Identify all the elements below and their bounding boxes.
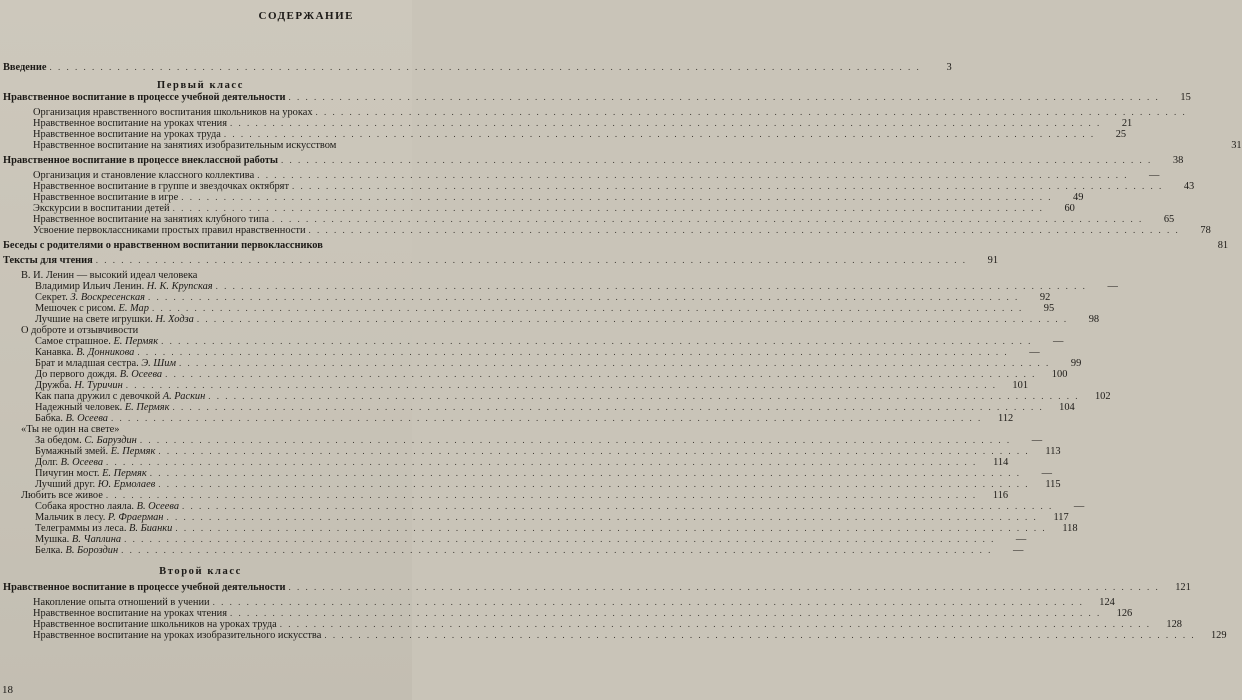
toc-entry-text: Собака яростно лаяла. <box>35 501 135 512</box>
toc-entry <box>3 446 1061 457</box>
dot-leader <box>230 608 1101 618</box>
toc-entry <box>3 424 398 435</box>
toc-page-number: 92 <box>1039 292 1051 303</box>
toc-entry-author: В. Осеева <box>136 501 180 512</box>
toc-entry-title <box>3 63 46 73</box>
toc-entry-title <box>33 108 313 118</box>
toc-page-number: — <box>1073 501 1085 512</box>
toc-entry <box>3 630 1227 641</box>
toc-entry-author: С. Баруздин <box>84 435 137 446</box>
toc-entry <box>3 435 1043 446</box>
toc-entry-title <box>33 620 277 630</box>
toc-page-number: 31 <box>1231 140 1242 151</box>
toc-page-number: 15 <box>1180 92 1191 103</box>
toc-page-number: 65 <box>1163 214 1175 225</box>
toc-entry-title <box>33 119 227 129</box>
toc-page-number: 129 <box>1210 630 1227 641</box>
toc-page-number: 124 <box>1099 597 1115 608</box>
toc-entry-text: Канавка. <box>35 347 74 358</box>
toc-entry <box>3 490 1009 501</box>
dot-leader <box>292 181 1163 191</box>
toc-entry-author: В. Осеева <box>119 369 163 380</box>
toc-entry <box>3 292 1051 303</box>
toc-page-number: 101 <box>1012 380 1029 391</box>
toc-entry-title <box>35 403 170 413</box>
toc-entry <box>3 545 1024 556</box>
toc-page-number: — <box>1107 281 1118 292</box>
dot-leader <box>208 391 1079 401</box>
toc-page-number: — <box>1052 336 1064 347</box>
toc-entry <box>3 214 1175 225</box>
toc-entry-title <box>35 282 213 292</box>
toc-entry-text: Белка. <box>35 545 63 556</box>
toc-entry-text: Накопление опыта отношений в учении <box>33 597 210 608</box>
dot-leader <box>148 292 1019 302</box>
toc-entry-text: В. И. Ленин — высокий идеал человека <box>21 270 198 281</box>
toc-entry-author: Е. Пермяк <box>113 336 159 347</box>
toc-entry-title <box>3 93 286 103</box>
toc-page-number: — <box>1149 170 1160 181</box>
toc-entry <box>3 501 1085 512</box>
toc-entry <box>3 281 1118 292</box>
toc-entry-author: В. Бианки <box>129 523 173 534</box>
toc-entry <box>3 457 1009 468</box>
toc-entry-text: Экскурсии в воспитании детей <box>33 203 170 214</box>
toc-entry-author: Н. К. Крупская <box>146 281 213 292</box>
toc-entry-title <box>35 348 134 358</box>
toc-page-number: 112 <box>998 413 1014 424</box>
toc-entry-author: В. Донникова <box>76 347 135 358</box>
dot-leader <box>213 597 1084 607</box>
toc-entry-title <box>33 141 336 151</box>
toc-entry-author: В. Осеева <box>65 413 108 424</box>
dot-leader <box>316 107 1187 117</box>
toc-entry-text: До первого дождя. <box>35 369 118 380</box>
toc-entry-title <box>35 469 147 479</box>
toc-entry <box>3 118 1133 129</box>
toc-page-number: 126 <box>1116 608 1133 619</box>
toc-entry <box>3 140 1242 151</box>
toc-entry <box>3 369 1068 380</box>
toc-page-number: 38 <box>1172 155 1184 166</box>
toc-entry-title <box>21 326 138 336</box>
toc-entry-title <box>21 425 119 435</box>
dot-leader <box>289 582 1160 592</box>
toc-chapter-entry <box>3 255 999 266</box>
toc-entry-title <box>35 304 149 314</box>
toc-entry-text: Долг. <box>35 457 59 468</box>
toc-page-number: 21 <box>1121 118 1133 129</box>
toc-page-number: 98 <box>1088 314 1100 325</box>
toc-entry <box>3 402 1075 413</box>
toc-page-number: 81 <box>1217 240 1229 251</box>
toc-entry-text: Нравственное воспитание в процессе внеклассной работы <box>3 155 279 166</box>
toc-entry-title <box>3 256 93 266</box>
toc-entry-text: Нравственное воспитание на уроках труда <box>33 129 221 140</box>
toc-entry-title <box>35 370 162 380</box>
toc-entry-title <box>35 392 205 402</box>
dot-leader <box>124 534 995 544</box>
toc-entry <box>3 413 1014 424</box>
toc-entry <box>3 468 1052 479</box>
toc-entry <box>3 325 398 336</box>
toc-page-number: 115 <box>1045 479 1061 490</box>
dot-leader <box>309 225 1180 235</box>
toc-entry-title <box>33 215 269 225</box>
toc-entry-text: Нравственное воспитание на уроках чтения <box>33 118 227 129</box>
toc-entry-text: О доброте и отзывчивости <box>21 325 139 336</box>
table-of-contents <box>3 58 1242 641</box>
toc-entry-title <box>35 447 155 457</box>
dot-leader <box>173 203 1044 213</box>
toc-page-number: 95 <box>1043 303 1055 314</box>
toc-page-number: 78 <box>1200 225 1211 236</box>
dot-leader <box>166 512 1037 522</box>
toc-page-number: 113 <box>1045 446 1061 457</box>
toc-entry <box>3 391 1111 402</box>
toc-entry-text: «Ты не один на свете» <box>21 424 120 435</box>
toc-page-number: 118 <box>1062 523 1078 534</box>
toc-entry <box>3 479 1061 490</box>
toc-entry <box>3 107 398 118</box>
toc-entry-text: Владимир Ильич Ленин. <box>35 281 145 292</box>
dot-leader <box>150 468 1021 478</box>
toc-entry <box>3 129 1127 140</box>
toc-page-number: 114 <box>993 457 1009 468</box>
dot-leader <box>289 92 1160 102</box>
dot-leader <box>126 380 997 390</box>
dot-leader <box>106 490 977 500</box>
toc-page-number: 49 <box>1073 192 1084 203</box>
toc-entry-text: Тексты для чтения <box>3 255 93 266</box>
dot-leader <box>173 402 1044 412</box>
dot-leader <box>324 630 1195 640</box>
toc-entry-author: З. Воскресенская <box>70 292 146 303</box>
toc-entry-title <box>35 524 172 534</box>
toc-entry <box>3 347 1040 358</box>
toc-entry-title <box>21 271 197 281</box>
toc-chapter-entry <box>3 240 1229 251</box>
toc-entry-title <box>35 293 145 303</box>
toc-entry-text: Мальчик в лесу. <box>35 512 106 523</box>
toc-entry-title <box>35 381 123 391</box>
dot-leader <box>165 369 1036 379</box>
toc-entry <box>3 270 398 281</box>
toc-entry-text: Самое страшное. <box>35 336 111 347</box>
toc-page-number: 128 <box>1166 619 1182 630</box>
dot-leader <box>121 545 992 555</box>
toc-entry-title <box>33 171 254 181</box>
toc-entry-text: Надежный человек. <box>35 402 123 413</box>
toc-page-number: — <box>1015 534 1027 545</box>
toc-entry-text: Пичугин мост. <box>35 468 100 479</box>
dot-leader <box>96 255 967 265</box>
toc-entry-author: Ю. Ермолаев <box>97 479 156 490</box>
toc-entry-text: Организация нравственного воспитания школьников на уроках <box>33 107 313 118</box>
toc-entry-author: Н. Туричин <box>74 380 123 391</box>
toc-page-number: 91 <box>987 255 999 266</box>
toc-entry-title <box>33 193 178 203</box>
toc-page-number: 3 <box>946 62 952 73</box>
toc-entry-text: Нравственное воспитание в игре <box>33 192 179 203</box>
toc-entry-text: Нравственное воспитание на занятиях клубного типа <box>33 214 269 225</box>
toc-entry-title <box>35 414 108 424</box>
toc-entry-text: Бабка. <box>35 413 63 424</box>
dot-leader <box>272 214 1143 224</box>
toc-entry-text: Организация и становление классного коллектива <box>33 170 255 181</box>
toc-entry <box>3 597 1115 608</box>
toc-entry-author: В. Чаплина <box>71 534 122 545</box>
dot-leader <box>257 170 1128 180</box>
toc-page-number: 60 <box>1064 203 1075 214</box>
toc-entry-text: Как папа дружил с девочкой <box>35 391 161 402</box>
dot-leader <box>280 619 1151 629</box>
toc-entry-author: Р. Фраерман <box>107 512 164 523</box>
toc-entry-text: Усвоение первоклассниками простых правил нравственности <box>33 225 306 236</box>
toc-entry-title <box>33 226 306 236</box>
toc-entry-text: Нравственное воспитание в группе и звездочках октябрят <box>33 181 289 192</box>
toc-entry-text: Любить все живое <box>21 490 103 501</box>
toc-entry <box>3 619 1182 630</box>
toc-entry-title <box>35 436 137 446</box>
toc-entry <box>3 523 1078 534</box>
toc-entry-title <box>3 583 286 593</box>
dot-leader <box>140 435 1011 445</box>
toc-entry-title <box>35 359 176 369</box>
section-heading: Первый класс <box>157 80 244 91</box>
toc-entry-text: Нравственное воспитание в процессе учебной деятельности <box>3 582 286 593</box>
dot-leader <box>111 413 982 423</box>
toc-entry-title <box>3 241 323 251</box>
toc-entry-author: Н. Ходза <box>155 314 194 325</box>
toc-entry <box>3 380 1029 391</box>
toc-page-number: 116 <box>992 490 1009 501</box>
dot-leader <box>182 501 1053 511</box>
toc-entry-text: Нравственное воспитание в процессе учебной деятельности <box>3 92 286 103</box>
spacer <box>3 73 398 80</box>
toc-page-number: 99 <box>1070 358 1082 369</box>
toc-entry-author: Е. Пермяк <box>102 468 147 479</box>
toc-entry-title <box>21 491 103 501</box>
toc-entry-text: Нравственное воспитание на уроках изобразительного искусства <box>33 630 322 641</box>
toc-entry-title <box>33 598 210 608</box>
dot-leader <box>179 358 1050 368</box>
toc-entry-text: Мешочек с рисом. <box>35 303 116 314</box>
toc-page-number: 102 <box>1094 391 1111 402</box>
toc-entry-text: Нравственное воспитание на занятиях изобразительным искусством <box>33 140 337 151</box>
toc-entry-text: Бумажный змей. <box>35 446 109 457</box>
toc-entry-text: За обедом. <box>35 435 82 446</box>
toc-entry <box>3 303 1055 314</box>
toc-page-number: 25 <box>1115 129 1127 140</box>
dot-leader <box>197 314 1068 324</box>
dot-leader <box>152 303 1023 313</box>
dot-leader <box>230 118 1101 128</box>
toc-entry-title <box>35 337 158 347</box>
toc-entry-author: А. Раскин <box>162 391 206 402</box>
toc-entry-author: Э. Шим <box>141 358 177 369</box>
dot-leader <box>175 523 1046 533</box>
toc-entry <box>3 170 1160 181</box>
toc-entry-author: В. Осеева <box>60 457 104 468</box>
toc-entry-title <box>35 480 155 490</box>
toc-entry-text: Беседы с родителями о нравственном воспитании первоклассников <box>3 240 323 251</box>
toc-entry-author: Е. Мар <box>118 303 149 314</box>
toc-entry-author: В. Бороздин <box>65 545 119 556</box>
toc-page-number: — <box>1031 435 1043 446</box>
toc-entry-text: Мушка. <box>35 534 70 545</box>
toc-entry-author: Е. Пермяк <box>110 446 156 457</box>
toc-chapter-entry <box>3 582 1191 593</box>
toc-entry-text: Лучший друг. <box>35 479 96 490</box>
dot-leader <box>224 129 1095 139</box>
toc-page-number: — <box>1041 468 1052 479</box>
page-number: 18 <box>2 684 13 696</box>
toc-entry-text: Телеграммы из леса. <box>35 523 127 534</box>
toc-chapter-entry <box>3 155 1184 166</box>
toc-entry-text: Брат и младшая сестра. <box>35 358 139 369</box>
toc-entry <box>3 192 1084 203</box>
toc-entry <box>3 512 1069 523</box>
section-heading: Второй класс <box>159 566 242 577</box>
dot-leader <box>158 446 1029 456</box>
page-title: СОДЕРЖАНИЕ <box>258 10 354 22</box>
toc-entry-title <box>33 609 227 619</box>
toc-entry <box>3 534 1027 545</box>
toc-entry <box>3 225 1211 236</box>
toc-entry-title <box>35 458 103 468</box>
toc-entry-text: Нравственное воспитание на уроках чтения <box>33 608 227 619</box>
dot-leader <box>106 457 977 467</box>
toc-page-number: 100 <box>1051 369 1068 380</box>
toc-entry <box>3 314 1100 325</box>
toc-entry <box>3 608 1133 619</box>
dot-leader <box>49 62 920 72</box>
toc-entry-text: Дружба. <box>35 380 72 391</box>
toc-entry-text: Секрет. <box>35 292 68 303</box>
toc-entry <box>3 181 1195 192</box>
toc-page-number: 117 <box>1053 512 1069 523</box>
toc-page-number: — <box>1029 347 1040 358</box>
toc-entry <box>3 336 1064 347</box>
toc-entry-title <box>33 182 289 192</box>
toc-entry-title <box>35 546 118 556</box>
toc-entry-title <box>33 631 321 641</box>
toc-entry-title <box>35 502 179 512</box>
dot-leader <box>158 479 1029 489</box>
toc-chapter-entry <box>3 62 952 73</box>
toc-entry-text: Лучшие на свете игрушки. <box>35 314 153 325</box>
toc-chapter-entry <box>3 92 1191 103</box>
dot-leader <box>161 336 1032 346</box>
toc-page-number: 121 <box>1175 582 1191 593</box>
toc-entry-text: Нравственное воспитание школьников на уроках труда <box>33 619 277 630</box>
toc-entry-title <box>35 513 163 523</box>
toc-entry-title <box>33 204 170 214</box>
dot-leader <box>137 347 1008 357</box>
toc-page-number: — <box>1013 545 1024 556</box>
toc-entry <box>3 358 1082 369</box>
toc-entry-text: Введение <box>3 62 47 73</box>
dot-leader <box>216 281 1087 291</box>
toc-entry <box>3 203 1075 214</box>
toc-page-number: 104 <box>1059 402 1075 413</box>
toc-entry-title <box>35 315 194 325</box>
toc-page-number: 43 <box>1183 181 1195 192</box>
toc-entry-title <box>3 156 278 166</box>
dot-leader <box>181 192 1052 202</box>
spacer <box>3 556 398 566</box>
toc-entry-author: Е. Пермяк <box>124 402 170 413</box>
dot-leader <box>281 155 1152 165</box>
toc-entry-title <box>35 535 121 545</box>
toc-entry-title <box>33 130 221 140</box>
